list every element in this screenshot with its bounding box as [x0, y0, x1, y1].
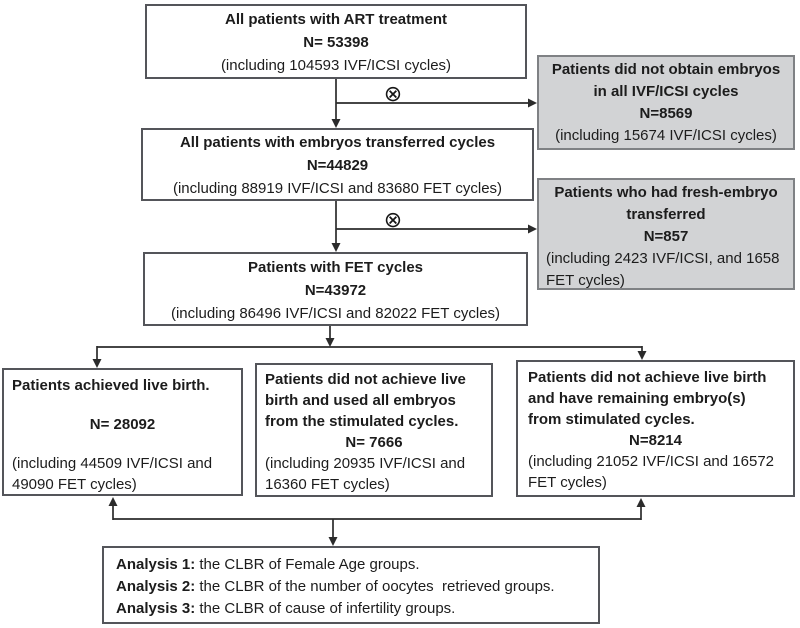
box-detail: (including 44509 IVF/ICSI and 49090 FET cycles)	[12, 455, 213, 493]
box-detail: (including 86496 IVF/ICSI and 82022 FET cycles)	[170, 305, 501, 322]
box-fet-patients	[143, 252, 528, 326]
analysis-text: the CLBR of cause of infertility groups.	[195, 600, 456, 617]
box-n-value: N=43972	[304, 282, 367, 299]
box-title: All patients with embryos transferred cycles	[179, 134, 496, 151]
analysis-label: Analysis 2:	[116, 578, 196, 595]
connector-transfer-to-fet	[332, 201, 341, 252]
connector-branch-excluded-fresh	[336, 225, 537, 234]
exclusion-circled-times-icon: ⊗	[383, 81, 403, 106]
box-title: Patients did not achieve live birth and used all embryos from the stimulated cycles.	[265, 371, 466, 430]
box-detail: (including 20935 IVF/ICSI and 16360 FET cycles)	[265, 455, 466, 493]
box-detail: (including 104593 IVF/ICSI cycles)	[220, 57, 452, 74]
analysis-line-3	[116, 598, 586, 620]
box-n-value: N= 28092	[89, 416, 156, 433]
box-embryos-transferred-patients	[141, 128, 534, 201]
box-title: Patients did not obtain embryos in all IVF/ICSI cycles	[551, 61, 781, 100]
box-no-live-birth-remaining-embryos	[516, 360, 795, 497]
box-n-value: N= 53398	[303, 34, 369, 51]
box-detail: (including 21052 IVF/ICSI and 16572 FET cycles)	[528, 453, 774, 491]
box-n-value: N=857	[643, 228, 689, 245]
analysis-line-2	[116, 576, 586, 598]
box-title: Patients achieved live birth.	[12, 377, 210, 394]
box-detail: (including 15674 IVF/ICSI cycles)	[555, 127, 777, 144]
box-n-value: N=8214	[629, 432, 682, 449]
box-detail: (including 2423 IVF/ICSI, and 1658 FET cycles)	[546, 250, 780, 289]
analysis-label: Analysis 3:	[116, 600, 196, 617]
box-title: All patients with ART treatment	[225, 11, 447, 28]
analysis-text: the CLBR of the number of oocytes retrieved groups.	[195, 578, 555, 595]
box-no-live-birth-used-all-embryos	[255, 363, 493, 497]
box-title: Patients who had fresh-embryo transferred	[554, 184, 778, 223]
box-art-patients	[145, 4, 527, 79]
analysis-label: Analysis 1:	[116, 556, 196, 573]
connector-branch-excluded-no-embryos	[336, 99, 537, 108]
box-live-birth	[2, 368, 243, 496]
box-title: Patients did not achieve live birth and have remaining embryo(s) from stimulated cycles.	[528, 369, 767, 428]
box-n-value: N= 7666	[345, 434, 403, 451]
box-n-value: N=8569	[639, 105, 693, 122]
analysis-text: the CLBR of Female Age groups.	[195, 556, 420, 573]
box-excluded-fresh-transfer	[537, 178, 795, 290]
exclusion-circled-times-icon: ⊗	[383, 207, 403, 232]
connector-converge-to-analysis	[109, 497, 646, 546]
analysis-line-1	[116, 554, 586, 576]
box-title: Patients with FET cycles	[247, 259, 424, 276]
box-n-value: N=44829	[306, 157, 369, 174]
box-excluded-no-embryos	[537, 55, 795, 150]
box-analysis-list	[102, 546, 600, 624]
box-detail: (including 88919 IVF/ICSI and 83680 FET cycles)	[172, 180, 503, 197]
